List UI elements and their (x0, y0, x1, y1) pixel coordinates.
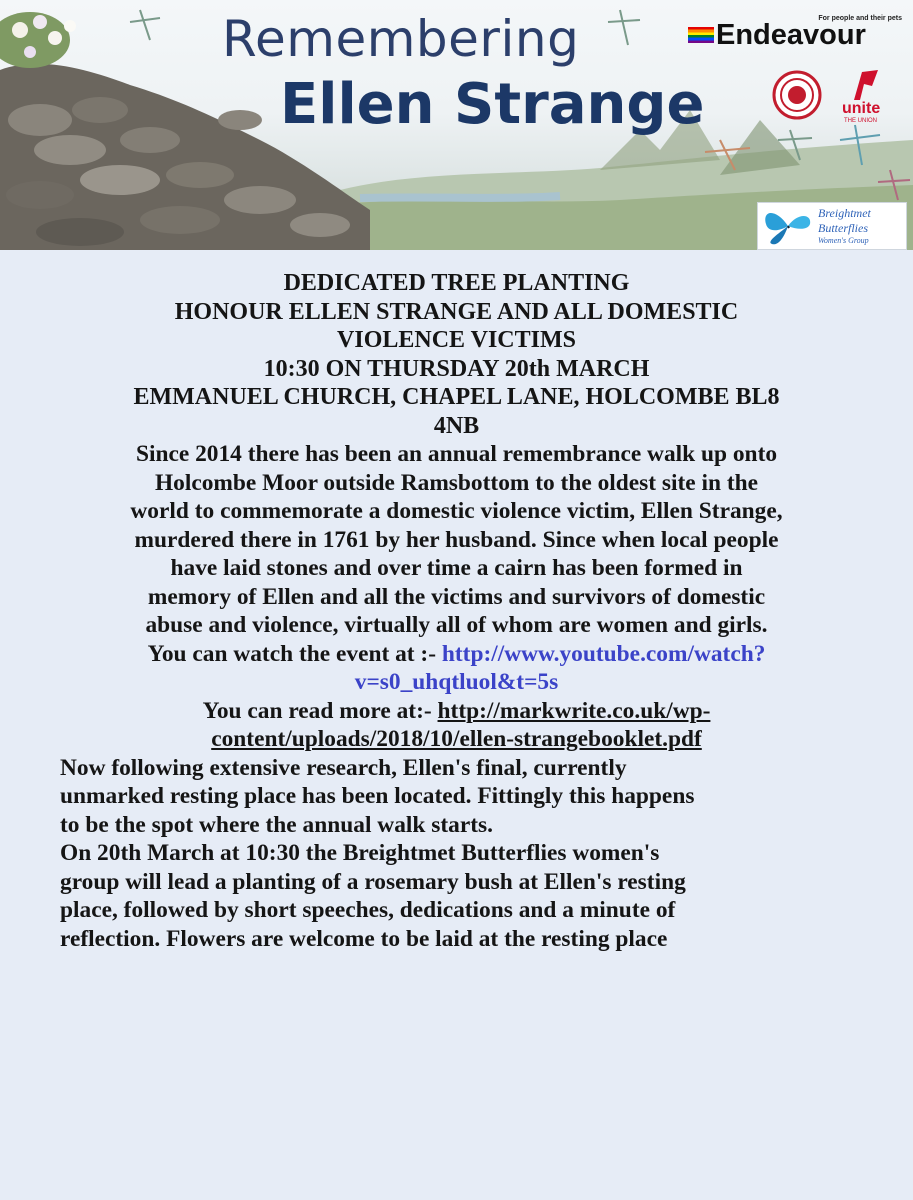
endeavour-tagline: For people and their pets (818, 15, 902, 22)
butterfly-icon (760, 204, 816, 248)
planting-line: On 20th March at 10:30 the Breightmet Butterflies women's (60, 840, 660, 866)
planting-line: group will lead a planting of a rosemary bush at Ellen's resting (60, 868, 686, 895)
intro-line: world to commemorate a domestic violence victim, Ellen Strange, (130, 498, 783, 524)
research-line: to be the spot where the annual walk starts. (60, 811, 493, 838)
booklet-link[interactable]: http://markwrite.co.uk/wp- (437, 697, 711, 724)
unite-logo (832, 68, 892, 126)
read-line (0, 697, 913, 726)
intro-line: Since 2014 there has been an annual remembrance walk up onto (135, 441, 778, 467)
butterflies-line3: Women's Group (818, 236, 869, 245)
heading-line: HONOUR ELLEN STRANGE AND ALL DOMESTIC (174, 298, 739, 325)
rainbow-flag-icon (688, 27, 714, 43)
research-line: Now following extensive research, Ellen's final, currently (60, 754, 627, 781)
butterflies-line2: Butterflies (818, 221, 868, 235)
intro-line: memory of Ellen and all the victims and survivors of domestic (147, 583, 766, 610)
heading-line: DEDICATED TREE PLANTING (283, 270, 630, 296)
intro-line: Holcombe Moor outside Ramsbottom to the oldest site in the (154, 469, 759, 496)
read-line-2 (0, 725, 913, 754)
unite-name: unite (842, 100, 881, 117)
planting-line: place, followed by short speeches, dedications and a minute of (60, 897, 676, 923)
heading-line: EMMANUEL CHURCH, CHAPEL LANE, HOLCOMBE BL8 (133, 384, 780, 410)
intro-line: have laid stones and over time a cairn has been formed in (170, 555, 743, 581)
fire-brigade-badge-icon (772, 70, 822, 120)
banner-title-line1: Remembering (222, 10, 580, 68)
watch-line (0, 640, 913, 669)
planting-line: reflection. Flowers are welcome to be laid at the resting place (60, 925, 668, 952)
watch-prefix: You can watch the event at :- (147, 640, 442, 667)
banner-title-line2: Ellen Strange (280, 72, 705, 137)
unite-sub: THE UNION (844, 118, 877, 124)
research-line: unmarked resting place has been located. Fittingly this happens (60, 783, 695, 809)
intro-line: murdered there in 1761 by her husband. Since when local people (134, 526, 779, 553)
read-prefix: You can read more at:- (202, 697, 438, 724)
watch-line-2 (0, 668, 913, 697)
unite-flag-icon (832, 68, 892, 102)
heading-line: VIOLENCE VICTIMS (337, 327, 576, 353)
youtube-link[interactable]: http://www.youtube.com/watch? (441, 640, 766, 667)
banner (0, 0, 913, 250)
endeavour-name: Endeavour (716, 19, 866, 51)
endeavour-logo (688, 15, 906, 55)
heading-line: 4NB (433, 412, 480, 439)
announcement-text (0, 250, 913, 953)
breightmet-butterflies-logo (757, 202, 907, 250)
intro-line: abuse and violence, virtually all of whom are women and girls. (145, 612, 768, 638)
heading-line: 10:30 ON THURSDAY 20th MARCH (263, 355, 650, 382)
youtube-link-continued[interactable]: v=s0_uhqtluol&t=5s (354, 669, 559, 695)
butterflies-line1: Breightmet (818, 206, 871, 220)
booklet-link-continued[interactable]: content/uploads/2018/10/ellen-strangebooklet.pdf (211, 726, 702, 752)
